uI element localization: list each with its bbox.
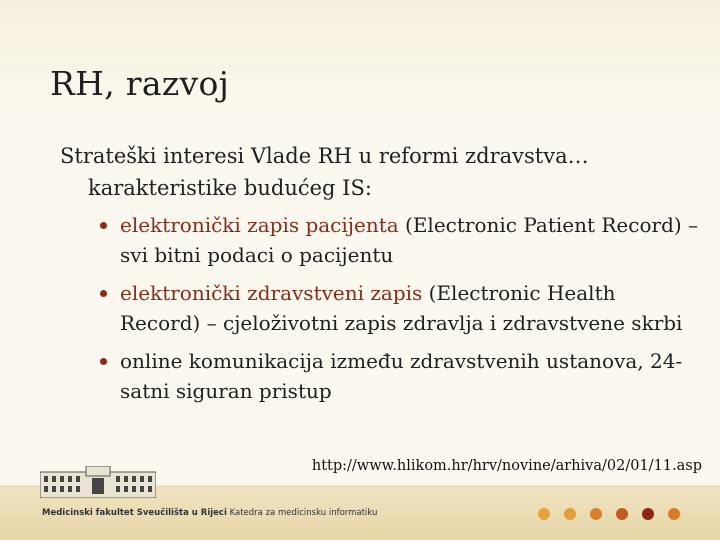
bullet-highlight: elektronički zapis pacijenta xyxy=(120,213,399,237)
decorative-dot-icon xyxy=(538,508,550,520)
list-item xyxy=(98,210,700,270)
decorative-dot-icon xyxy=(668,508,680,520)
slide-body xyxy=(60,140,700,414)
decorative-dot-icon xyxy=(564,508,576,520)
decorative-dot-icon xyxy=(590,508,602,520)
bullet-dot-icon xyxy=(100,290,107,297)
bullet-dot-icon xyxy=(100,358,107,365)
bullet-text: (Electronic Health Record) – cjeloživotni zapis zdravlja i zdravstvene skrbi xyxy=(120,281,683,335)
footer-caption xyxy=(42,508,377,518)
faculty-building-icon xyxy=(40,466,156,498)
slide-title: RH, razvoj xyxy=(50,64,230,103)
list-item xyxy=(98,346,700,406)
bullet-dot-icon xyxy=(100,222,107,229)
decorative-dot-icon xyxy=(642,508,654,520)
decorative-dots xyxy=(538,508,680,520)
bullet-list xyxy=(98,210,700,406)
footer-institution: Medicinski fakultet Sveučilišta u Rijeci xyxy=(42,508,227,518)
main-point: Strateški interesi Vlade RH u reformi zdravstva… karakteristike budućeg IS: xyxy=(60,144,589,200)
decorative-dot-icon xyxy=(616,508,628,520)
bullet-highlight: elektronički zdravstveni zapis xyxy=(120,281,423,305)
footer-department: Katedra za medicinsku informatiku xyxy=(226,508,378,518)
bullet-text: online komunikacija između zdravstvenih ustanova, 24-satni siguran pristup xyxy=(120,349,683,403)
list-item xyxy=(98,278,700,338)
bullet-text: (Electronic Patient Record) – svi bitni podaci o pacijentu xyxy=(120,213,699,267)
source-link[interactable]: http://www.hlikom.hr/hrv/novine/arhiva/02/01/11.asp xyxy=(311,458,702,474)
